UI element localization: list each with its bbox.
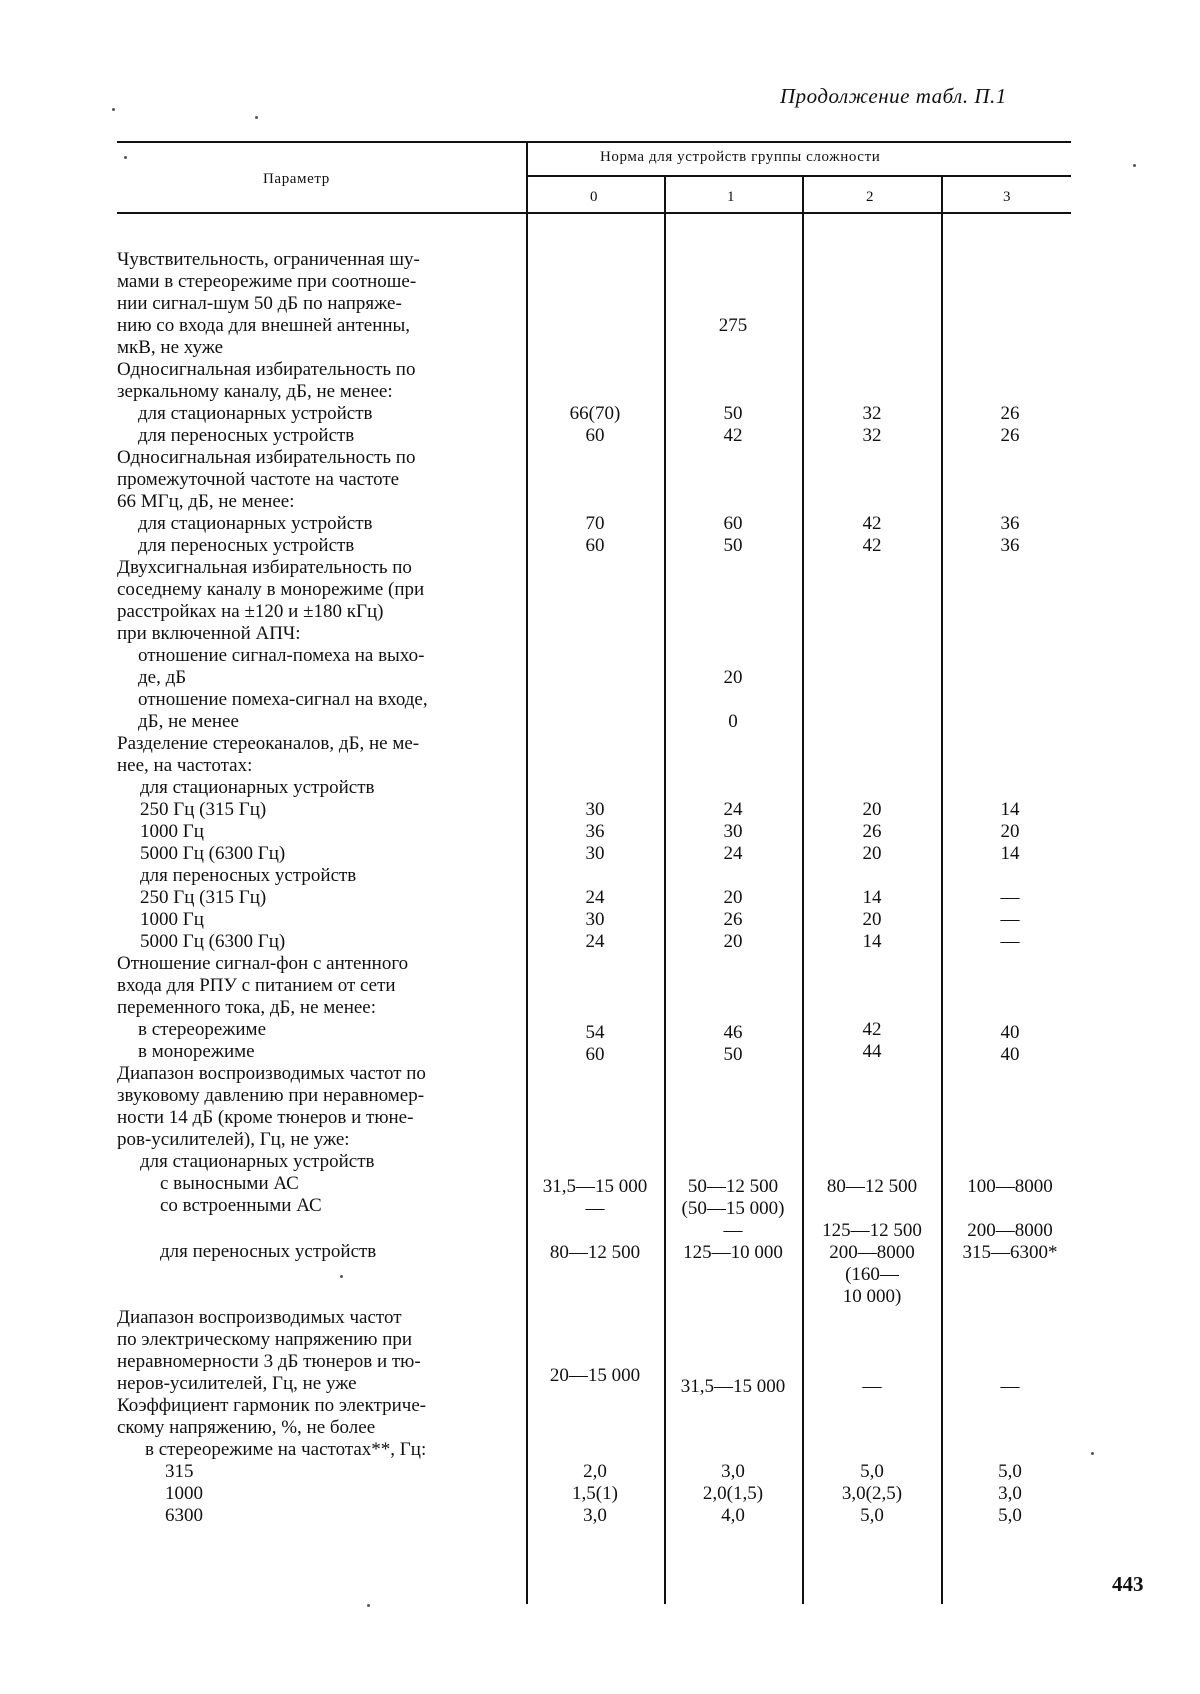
param-line: для переносных устройств [138, 535, 355, 556]
table-cell: 36 [1000, 513, 1020, 534]
table-cell: 4,0 [721, 1505, 745, 1526]
table-cell: 30 [585, 799, 605, 820]
table-cell: 30 [585, 843, 605, 864]
param-line: зеркальному каналу, дБ, не менее: [117, 381, 393, 402]
scan-speck [1091, 1452, 1094, 1455]
table-cell: 80—12 500 [549, 1242, 641, 1263]
param-line: с выносными АС [160, 1173, 299, 1194]
param-line: 1000 Гц [140, 909, 204, 930]
param-line: 315 [165, 1461, 194, 1482]
table-cell: 42 [862, 535, 882, 556]
table-cell: 40 [1000, 1044, 1020, 1065]
table-cell: 3,0 [998, 1483, 1022, 1504]
param-line: 66 МГц, дБ, не менее: [117, 491, 295, 512]
table-caption: Продолжение табл. П.1 [780, 84, 1007, 108]
table-cell: 42 [862, 513, 882, 534]
header-group-2: 2 [866, 189, 875, 205]
table-cell: — [1000, 909, 1020, 930]
table-cell: 5,0 [998, 1505, 1022, 1526]
param-line: Отношение сигнал-фон с антенного [117, 953, 409, 974]
param-line: 1000 Гц [140, 821, 204, 842]
table-cell: 20 [862, 909, 882, 930]
param-line: скому напряжению, %, не более [117, 1417, 376, 1438]
table-cell: — [585, 1198, 605, 1219]
table-cell: 60 [723, 513, 743, 534]
table-cell: 36 [1000, 535, 1020, 556]
table-cell: — [1000, 1376, 1020, 1397]
table-cell: 2,0(1,5) [702, 1483, 764, 1504]
param-line: Односигнальная избирательность по [117, 447, 416, 468]
param-line: неров-усилителей, Гц, не уже [117, 1373, 357, 1394]
param-line: для стационарных устройств [138, 513, 373, 534]
table-cell: 40 [1000, 1022, 1020, 1043]
table-cell: 66(70) [569, 403, 621, 424]
scan-speck [340, 1275, 343, 1278]
column-divider-1-2 [802, 175, 804, 1604]
table-cell: 5,0 [860, 1505, 884, 1526]
header-group-1: 1 [727, 189, 736, 205]
param-line: Коэффициент гармоник по электриче- [117, 1395, 427, 1416]
table-cell: 14 [862, 931, 882, 952]
param-line: Разделение стереоканалов, дБ, не ме- [117, 733, 420, 754]
param-line: нию со входа для внешней антенны, [117, 315, 411, 336]
table-cell: 26 [1000, 403, 1020, 424]
table-cell: 24 [585, 887, 605, 908]
table-cell: 20 [723, 887, 743, 908]
param-line: нии сигнал-шум 50 дБ по напряже- [117, 293, 402, 314]
table-cell: 200—8000 [967, 1220, 1053, 1241]
group-header-rule [527, 175, 1071, 177]
table-cell: 26 [1000, 425, 1020, 446]
param-line: 1000 [165, 1483, 203, 1504]
table-header-bottom-rule [117, 212, 1071, 214]
table-cell: 14 [1000, 799, 1020, 820]
param-line: для стационарных устройств [140, 1151, 375, 1172]
table-cell: 60 [585, 425, 605, 446]
param-line: нее, на частотах: [117, 755, 253, 776]
header-group-0: 0 [590, 189, 599, 205]
table-cell: 20—15 000 [549, 1365, 641, 1386]
table-cell: 275 [718, 315, 748, 336]
column-divider-0-1 [664, 175, 666, 1604]
table-cell: 46 [723, 1022, 743, 1043]
table-cell: 100—8000 [967, 1176, 1053, 1197]
table-cell: 125—10 000 [683, 1242, 783, 1263]
table-cell: 5,0 [998, 1461, 1022, 1482]
table-cell: 14 [1000, 843, 1020, 864]
param-line: соседнему каналу в монорежиме (при [117, 579, 425, 600]
table-cell: 10 000) [842, 1286, 902, 1307]
page-number: 443 [1112, 1572, 1144, 1596]
param-line: при включенной АПЧ: [117, 623, 301, 644]
table-cell: 70 [585, 513, 605, 534]
table-cell: 50 [723, 1044, 743, 1065]
param-line: для стационарных устройств [138, 403, 373, 424]
param-line: по электрическому напряжению при [117, 1329, 413, 1350]
param-line: в монорежиме [138, 1041, 255, 1062]
table-cell: 26 [862, 821, 882, 842]
param-line: де, дБ [138, 667, 187, 688]
table-cell: 30 [723, 821, 743, 842]
table-cell: 20 [723, 931, 743, 952]
param-line: 6300 [165, 1505, 203, 1526]
table-cell: 26 [723, 909, 743, 930]
param-line: 250 Гц (315 Гц) [140, 799, 267, 820]
header-group-3: 3 [1003, 189, 1012, 205]
table-cell: 2,0 [583, 1461, 607, 1482]
table-cell: 32 [862, 403, 882, 424]
table-top-rule [117, 141, 1071, 143]
table-cell: 5,0 [860, 1461, 884, 1482]
table-cell: 1,5(1) [572, 1483, 618, 1504]
param-line: в стереорежиме [138, 1019, 267, 1040]
table-cell: 3,0 [583, 1505, 607, 1526]
table-cell: — [862, 1376, 882, 1397]
param-line: 5000 Гц (6300 Гц) [140, 843, 286, 864]
table-cell: 60 [585, 1044, 605, 1065]
table-cell: 200—8000 [829, 1242, 915, 1263]
param-line: звуковому давлению при неравномер- [117, 1085, 425, 1106]
table-cell: 0 [728, 711, 738, 732]
param-line: расстройках на ±120 и ±180 кГц) [117, 601, 384, 622]
param-line: мкВ, не хуже [117, 337, 224, 358]
param-line: для переносных устройств [160, 1241, 377, 1262]
table-cell: 44 [862, 1041, 882, 1062]
table-cell: 24 [723, 799, 743, 820]
param-line: со встроенными АС [160, 1195, 322, 1216]
table-cell: 50 [723, 403, 743, 424]
table-cell: 3,0(2,5) [841, 1483, 903, 1504]
table-cell: — [723, 1220, 743, 1241]
header-param: Параметр [263, 171, 330, 187]
table-cell: 31,5—15 000 [680, 1376, 786, 1397]
param-line: Односигнальная избирательность по [117, 359, 416, 380]
param-line: отношение помеха-сигнал на входе, [138, 689, 428, 710]
table-cell: 24 [723, 843, 743, 864]
table-cell: 20 [862, 799, 882, 820]
table-cell: 54 [585, 1022, 605, 1043]
column-divider-2-3 [941, 175, 943, 1604]
param-line: 250 Гц (315 Гц) [140, 887, 267, 908]
param-line: неравномерности 3 дБ тюнеров и тю- [117, 1351, 421, 1372]
param-line: отношение сигнал-помеха на выхо- [138, 645, 425, 666]
table-cell: (50—15 000) [681, 1198, 785, 1219]
table-cell: 60 [585, 535, 605, 556]
param-line: в стереорежиме на частотах**, Гц: [145, 1439, 427, 1460]
table-cell: 3,0 [721, 1461, 745, 1482]
scan-speck [112, 108, 115, 111]
table-cell: 125—12 500 [822, 1220, 922, 1241]
column-divider-param [526, 141, 528, 1604]
param-line: ров-усилителей), Гц, не уже: [117, 1129, 350, 1150]
scan-speck [1133, 164, 1136, 167]
table-cell: 50—12 500 [687, 1176, 779, 1197]
table-cell: 30 [585, 909, 605, 930]
table-cell: 14 [862, 887, 882, 908]
param-line: Чувствительность, ограниченная шу- [117, 249, 420, 270]
param-line: переменного тока, дБ, не менее: [117, 997, 377, 1018]
table-cell: 80—12 500 [826, 1176, 918, 1197]
param-line: Диапазон воспроизводимых частот по [117, 1063, 426, 1084]
scan-speck [124, 156, 127, 159]
table-cell: 42 [862, 1019, 882, 1040]
scan-speck [255, 116, 258, 119]
param-line: Диапазон воспроизводимых частот [117, 1307, 402, 1328]
param-line: ности 14 дБ (кроме тюнеров и тюне- [117, 1107, 414, 1128]
table-cell: 20 [862, 843, 882, 864]
param-line: для стационарных устройств [140, 777, 375, 798]
table-cell: 31,5—15 000 [542, 1176, 648, 1197]
param-line: для переносных устройств [140, 865, 357, 886]
header-norm: Норма для устройств группы сложности [600, 149, 881, 165]
table-cell: 24 [585, 931, 605, 952]
table-cell: 42 [723, 425, 743, 446]
scan-speck [367, 1604, 370, 1607]
param-line: дБ, не менее [138, 711, 239, 732]
table-cell: — [1000, 931, 1020, 952]
param-line: 5000 Гц (6300 Гц) [140, 931, 286, 952]
table-cell: — [1000, 887, 1020, 908]
table-cell: 20 [1000, 821, 1020, 842]
param-line: Двухсигнальная избирательность по [117, 557, 412, 578]
param-line: мами в стереорежиме при соотноше- [117, 271, 417, 292]
table-cell: 315—6300* [962, 1242, 1058, 1263]
table-cell: 32 [862, 425, 882, 446]
table-cell: 20 [723, 667, 743, 688]
table-cell: 36 [585, 821, 605, 842]
param-line: для переносных устройств [138, 425, 355, 446]
param-line: входа для РПУ с питанием от сети [117, 975, 396, 996]
table-cell: 50 [723, 535, 743, 556]
table-cell: (160— [845, 1264, 899, 1285]
param-line: промежуточной частоте на частоте [117, 469, 400, 490]
